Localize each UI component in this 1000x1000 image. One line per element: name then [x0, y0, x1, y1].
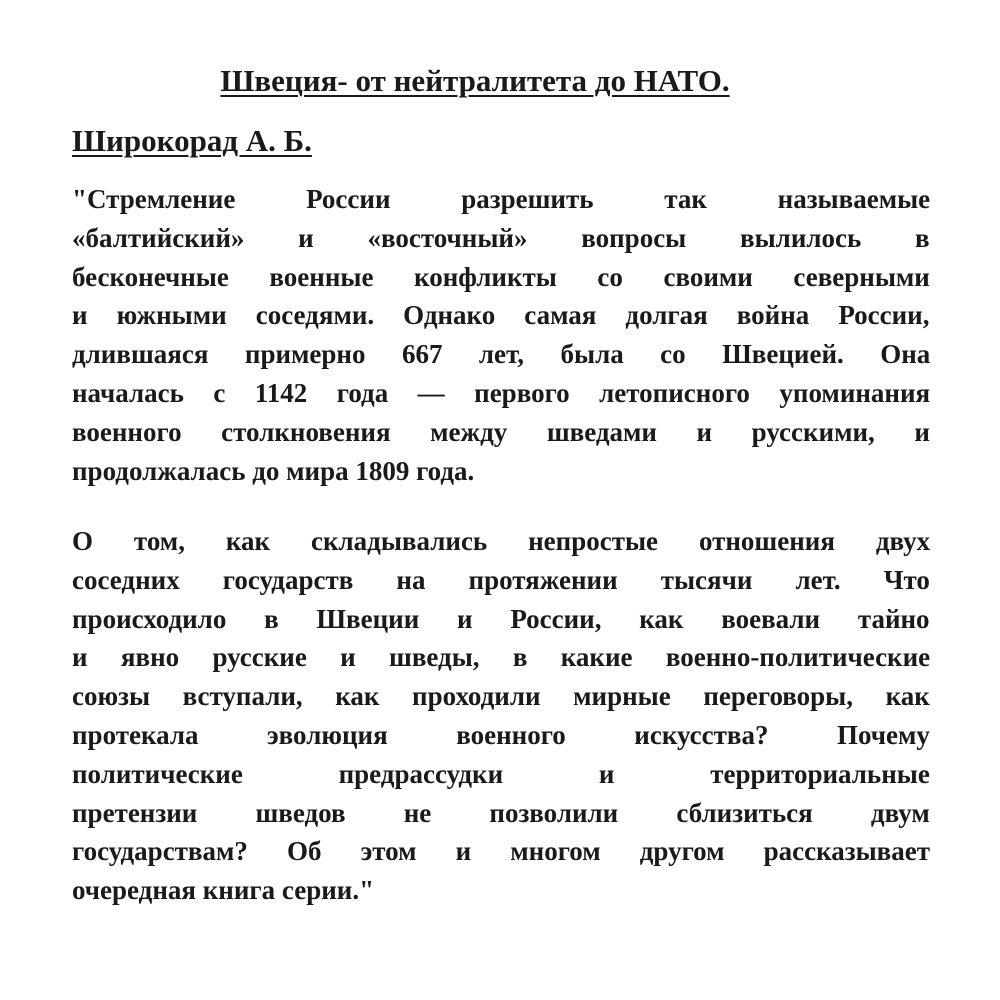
paragraph-2-line: протекала эволюция военного искусства? Почему: [72, 719, 930, 750]
paragraph-1-line: военного столкновения между шведами и русскими, и: [72, 416, 930, 447]
paragraph-2-line: и явно русские и шведы, в какие военно-политические: [72, 642, 931, 673]
paragraph-2-line: соседних государств на протяжении тысячи лет. Что: [72, 564, 930, 595]
document-title-text: Швеция- от нейтралитета до НАТО.: [220, 63, 730, 98]
document-author: Широкорад А. Б.: [72, 123, 312, 158]
paragraph-1-line: "Стремление России разрешить так называемые: [72, 184, 931, 214]
paragraph-2-line: претензии шведов не позволили сблизиться двум: [72, 797, 930, 828]
document-title: [0, 62, 950, 100]
paragraph-2-line: государствам? Об этом и многом другом рассказывает: [72, 836, 931, 867]
paragraph-2-line: происходило в Швеции и России, как воевали тайно: [72, 603, 930, 634]
paragraph-2: [72, 522, 930, 910]
paragraph-1-line: длившаяся примерно 667 лет, была со Швецией. Она: [72, 339, 931, 370]
paragraph-2-line: союзы вступали, как проходили мирные переговоры, как: [72, 681, 930, 712]
paragraph-1-line: бесконечные военные конфликты со своими северными: [72, 261, 930, 292]
paragraph-1-line: и южными соседями. Однако самая долгая война России,: [72, 300, 930, 331]
paragraph-2-line: О том, как складывались непростые отношения двух: [72, 526, 931, 556]
paragraph-2-line: очередная книга серии.": [72, 875, 375, 906]
paragraph-1-line: началась с 1142 года — первого летописного упоминания: [72, 377, 931, 408]
paragraph-2-line: политические предрассудки и территориальные: [72, 758, 930, 789]
paragraph-1-line: «балтийский» и «восточный» вопросы вылилось в: [72, 222, 930, 253]
paragraph-1: [72, 180, 930, 490]
paragraph-1-line: продолжалась до мира 1809 года.: [72, 455, 475, 486]
